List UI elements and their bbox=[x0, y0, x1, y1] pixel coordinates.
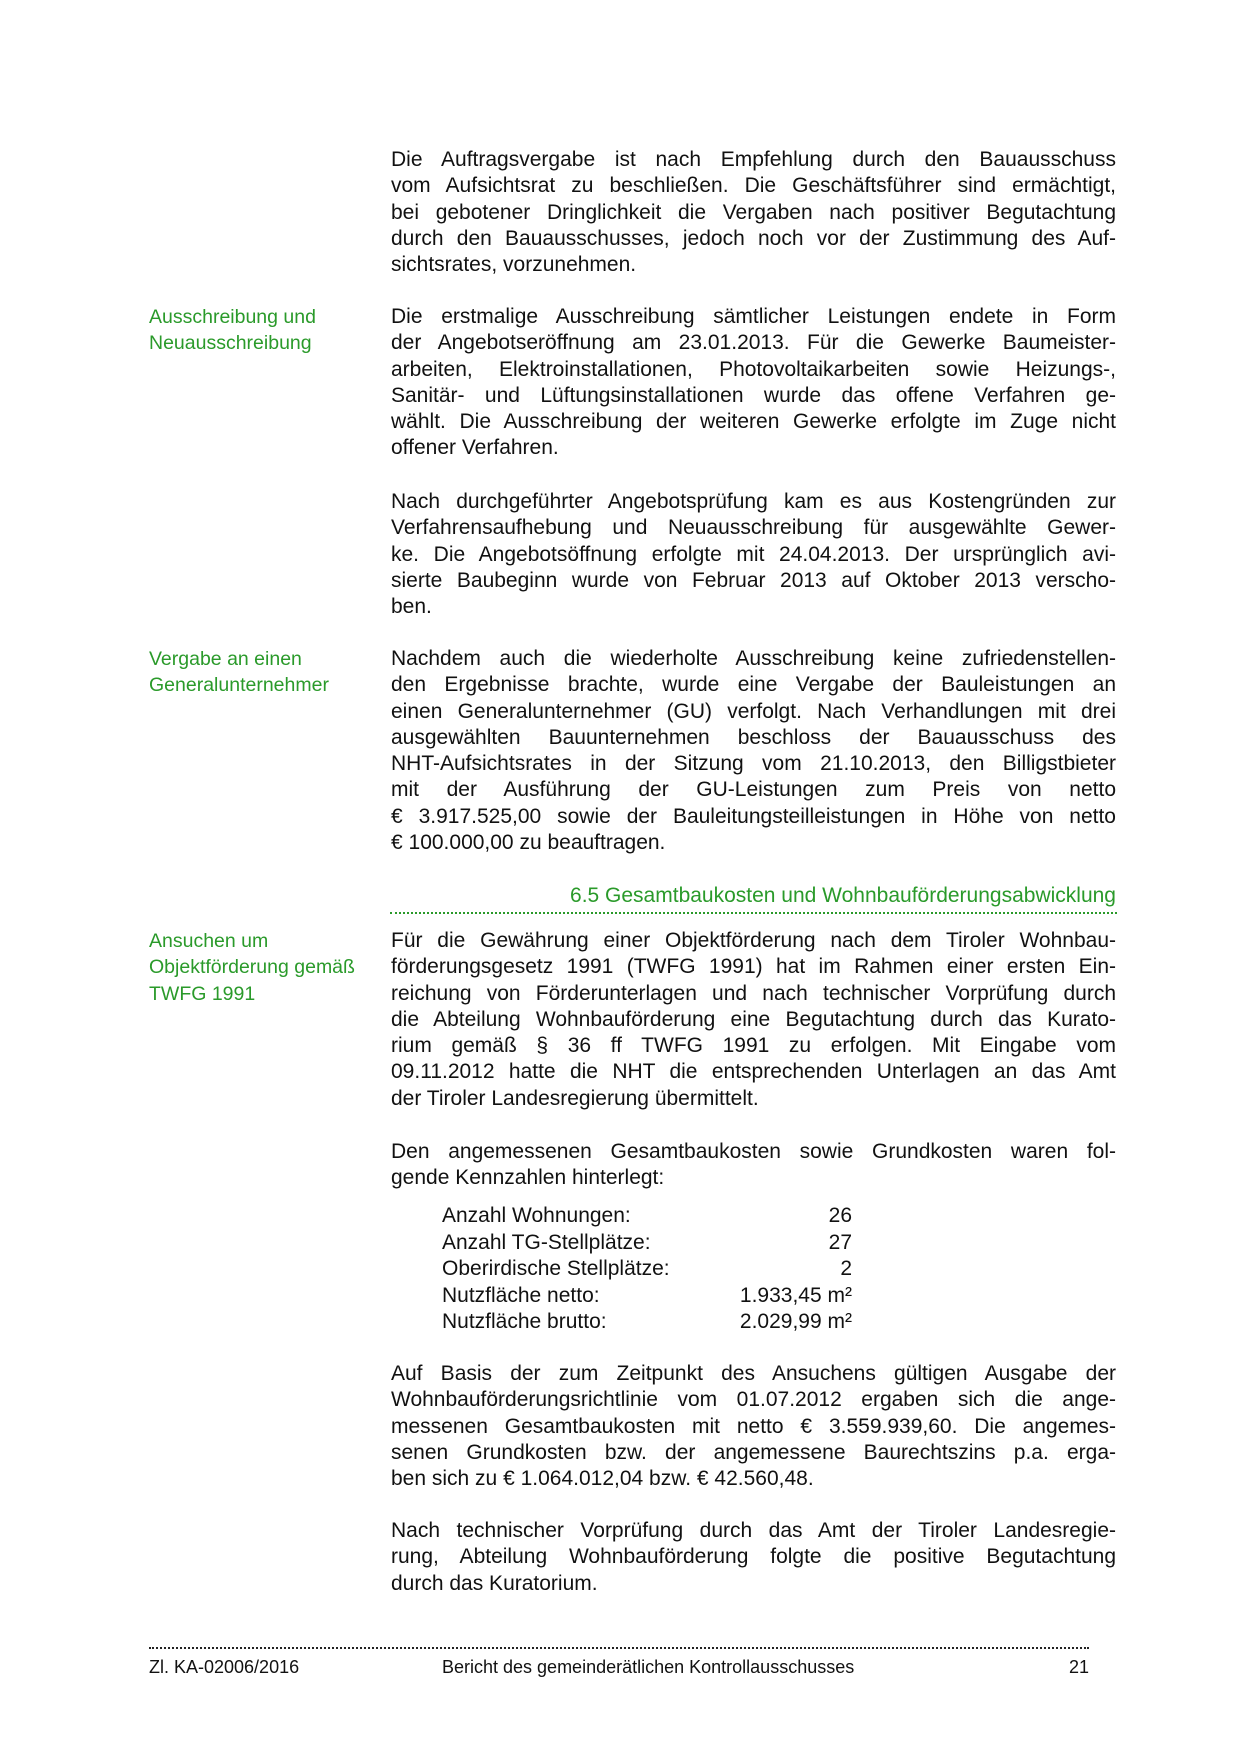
text-line: Die Auftragsvergabe ist nach Empfehlung durch den Bauausschuss bbox=[391, 148, 1116, 171]
text-line: ke. Die Angebotsöffnung erfolgte mit 24.04.2013. Der ursprünglich avi- bbox=[391, 542, 1116, 566]
row-value: 26 bbox=[828, 1204, 852, 1227]
text-line: offener Verfahren. bbox=[391, 436, 559, 460]
text-line: durch den Bauausschusses, jedoch noch vor der Zustimmung des Auf- bbox=[391, 226, 1116, 250]
text-line: Die erstmalige Ausschreibung sämtlicher Leistungen endete in Form bbox=[391, 305, 1116, 328]
row-label: Anzahl TG-Stellplätze: bbox=[442, 1230, 651, 1254]
side-label-tender bbox=[149, 304, 379, 357]
text-line: reichung von Förderunterlagen und nach technischer Vorprüfung durch bbox=[391, 981, 1116, 1005]
text-line: rium gemäß § 36 ff TWFG 1991 zu erfolgen. Mit Eingabe vom bbox=[391, 1034, 1116, 1058]
row-value: 2.029,99 m² bbox=[739, 1310, 852, 1334]
table-row bbox=[442, 1256, 852, 1283]
row-label: Nutzfläche netto: bbox=[442, 1283, 600, 1307]
footer-divider bbox=[149, 1647, 1089, 1649]
text-line: ben sich zu € 1.064.012,04 bzw. € 42.560,48. bbox=[391, 1467, 814, 1491]
row-value: 2 bbox=[840, 1257, 852, 1281]
text-line: die Abteilung Wohnbauförderung eine Begutachtung durch das Kurato- bbox=[391, 1007, 1116, 1031]
row-label: Anzahl Wohnungen: bbox=[442, 1204, 631, 1227]
text-line: vom Aufsichtsrat zu beschließen. Die Geschäftsführer sind ermächtigt, bbox=[391, 174, 1116, 198]
text-line: sichtsrates, vorzunehmen. bbox=[391, 253, 637, 277]
table-row bbox=[442, 1309, 852, 1336]
footer-reference: Zl. KA-02006/2016 bbox=[149, 1657, 300, 1677]
key-figures-table bbox=[442, 1203, 852, 1336]
row-value: 1.933,45 m² bbox=[739, 1283, 852, 1307]
text-line: Wohnbauförderungsrichtlinie vom 01.07.2012 ergaben sich die ange- bbox=[391, 1388, 1116, 1412]
text-line: bei gebotener Dringlichkeit die Vergaben nach positiver Begutachtung bbox=[391, 200, 1116, 224]
table-row bbox=[442, 1230, 852, 1257]
text-line: Nach technischer Vorprüfung durch das Amt der Tiroler Landesregie- bbox=[391, 1519, 1116, 1542]
side-label-line: Vergabe an einen bbox=[149, 648, 302, 670]
text-line: messenen Gesamtbaukosten mit netto € 3.559.939,60. Die angemes- bbox=[391, 1414, 1116, 1438]
side-label-line: Ansuchen um bbox=[149, 930, 269, 952]
row-label: Nutzfläche brutto: bbox=[442, 1310, 607, 1334]
text-line: mit der Ausführung der GU-Leistungen zum Preis von netto bbox=[391, 778, 1116, 802]
row-label: Oberirdische Stellplätze: bbox=[442, 1257, 670, 1281]
side-label-line: TWFG 1991 bbox=[149, 982, 256, 1005]
page-number: 21 bbox=[1068, 1657, 1089, 1677]
side-label-line: Neuausschreibung bbox=[149, 332, 312, 355]
paragraph-costs bbox=[391, 1361, 1116, 1492]
text-line: ben. bbox=[391, 595, 432, 619]
side-label-funding-request bbox=[149, 928, 379, 1007]
text-line: wählt. Die Ausschreibung der weiteren Gewerke erfolgte im Zuge nicht bbox=[391, 410, 1116, 434]
side-label-line: Objektförderung gemäß bbox=[149, 956, 355, 979]
text-line: Den angemessenen Gesamtbaukosten sowie Grundkosten waren fol- bbox=[391, 1140, 1116, 1163]
text-line: 09.11.2012 hatte die NHT die entsprechenden Unterlagen an das Amt bbox=[391, 1060, 1116, 1084]
text-line: senen Grundkosten bzw. der angemessene Baurechtszins p.a. erga- bbox=[391, 1440, 1116, 1464]
paragraph-funding bbox=[391, 928, 1116, 1112]
row-value: 27 bbox=[828, 1230, 852, 1254]
text-line: arbeiten, Elektroinstallationen, Photovoltaikarbeiten sowie Heizungs-, bbox=[391, 357, 1116, 381]
text-line: Sanitär- und Lüftungsinstallationen wurde das offene Verfahren ge- bbox=[391, 383, 1116, 407]
text-line: sierte Baubeginn wurde von Februar 2013 auf Oktober 2013 verscho- bbox=[391, 568, 1116, 592]
text-line: NHT-Aufsichtsrates in der Sitzung vom 21.10.2013, den Billigstbieter bbox=[391, 752, 1116, 776]
text-line: Nachdem auch die wiederholte Ausschreibung keine zufriedenstellen- bbox=[391, 647, 1116, 670]
text-line: rung, Abteilung Wohnbauförderung folgte die positive Begutachtung bbox=[391, 1545, 1116, 1569]
paragraph-tender bbox=[391, 304, 1116, 462]
paragraph-approval bbox=[391, 147, 1116, 278]
section-heading: 6.5 Gesamtbaukosten und Wohnbauförderungsabwicklung bbox=[570, 884, 1116, 907]
text-line: Auf Basis der zum Zeitpunkt des Ansuchens gültigen Ausgabe der bbox=[391, 1362, 1116, 1385]
table-row bbox=[442, 1283, 852, 1310]
text-line: durch das Kuratorium. bbox=[391, 1571, 598, 1595]
text-line: Verfahrensaufhebung und Neuausschreibung für ausgewählte Gewer- bbox=[391, 516, 1116, 540]
text-line: € 100.000,00 zu beauftragen. bbox=[391, 831, 666, 855]
side-label-line: Ausschreibung und bbox=[149, 306, 316, 328]
text-line: einen Generalunternehmer (GU) verfolgt. Nach Verhandlungen mit drei bbox=[391, 699, 1116, 723]
text-line: ausgewählten Bauunternehmen beschloss der Bauausschuss des bbox=[391, 725, 1116, 749]
heading-divider bbox=[390, 912, 1117, 914]
text-line: der Angebotseröffnung am 23.01.2013. Für die Gewerke Baumeister- bbox=[391, 331, 1116, 355]
paragraph-retender bbox=[391, 489, 1116, 620]
text-line: der Tiroler Landesregierung übermittelt. bbox=[391, 1086, 759, 1110]
table-row bbox=[442, 1203, 852, 1230]
text-line: € 3.917.525,00 sowie der Bauleitungsteilleistungen in Höhe von netto bbox=[391, 804, 1116, 828]
paragraph-key-figures-intro bbox=[391, 1139, 1116, 1192]
paragraph-review bbox=[391, 1518, 1116, 1597]
text-line: gende Kennzahlen hinterlegt: bbox=[391, 1166, 665, 1190]
text-line: Für die Gewährung einer Objektförderung nach dem Tiroler Wohnbau- bbox=[391, 929, 1116, 952]
text-line: den Ergebnisse brachte, wurde eine Vergabe der Bauleistungen an bbox=[391, 673, 1116, 697]
side-label-line: Generalunternehmer bbox=[149, 674, 329, 697]
text-line: förderungsgesetz 1991 (TWFG 1991) hat im Rahmen einer ersten Ein- bbox=[391, 955, 1116, 979]
footer-title: Bericht des gemeinderätlichen Kontrollausschusses bbox=[442, 1657, 855, 1677]
side-label-general-contractor bbox=[149, 646, 379, 699]
text-line: Nach durchgeführter Angebotsprüfung kam es aus Kostengründen zur bbox=[391, 490, 1116, 513]
paragraph-general-contractor bbox=[391, 646, 1116, 856]
